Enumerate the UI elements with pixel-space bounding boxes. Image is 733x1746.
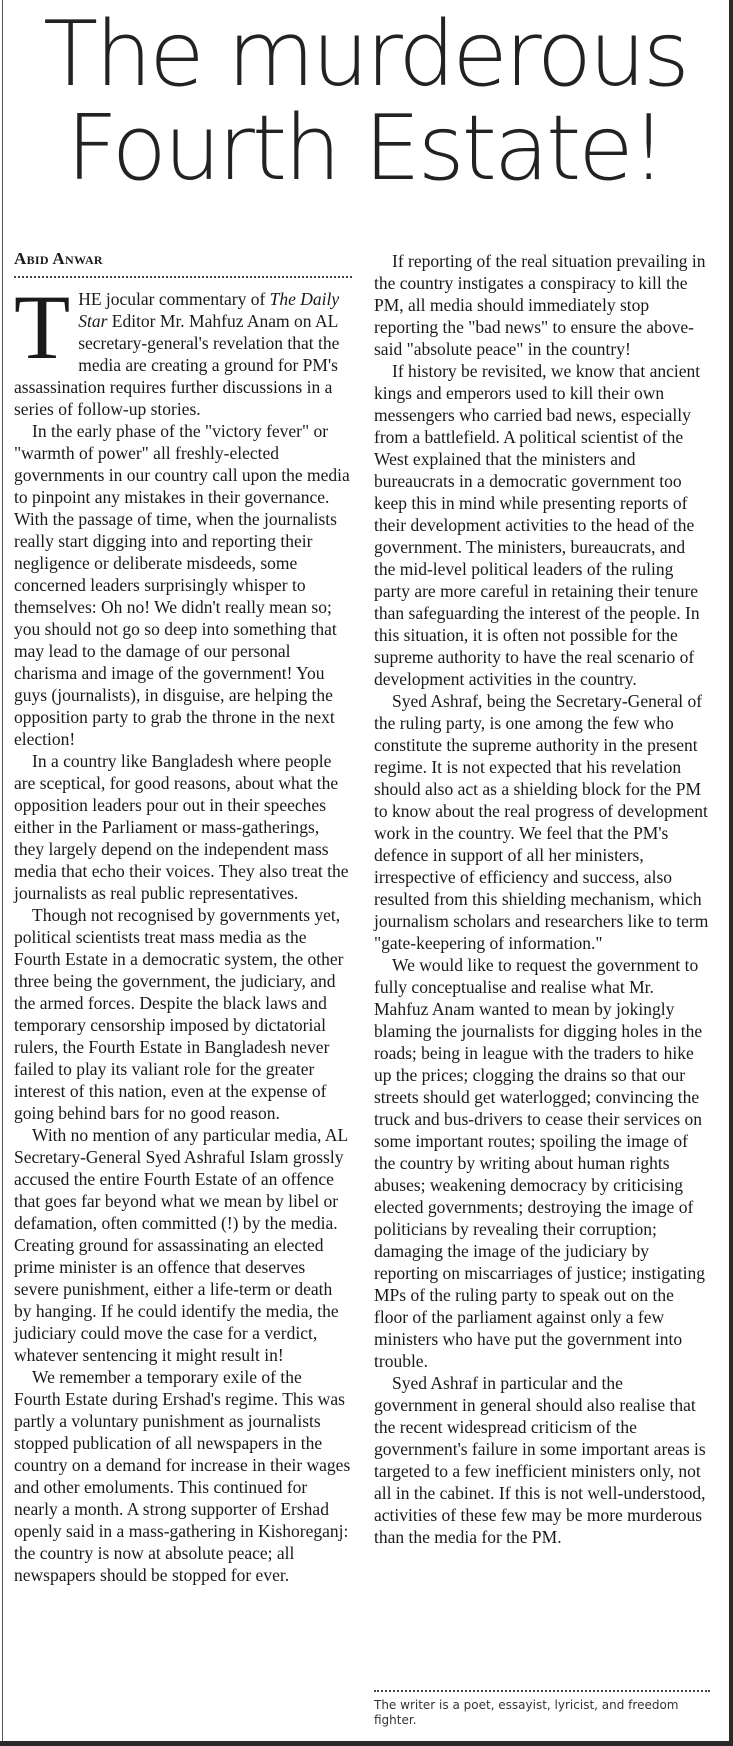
paragraph: Syed Ashraf, being the Secretary-General of the ruling party, is one among the few who constitute the supreme authority in the present regime. It is not expected that his revelation should also act as a shielding block for the PM to know about the real progress of development work in the country. We feel that the PM's defence in support of all her ministers, irrespective of efficiency and success, also resulted from this shielding mechanism, which journalism scholars and researchers like to term "gate-keepering of information." bbox=[374, 691, 709, 953]
publication-title: The Daily Star bbox=[78, 289, 340, 331]
left-border bbox=[2, 0, 3, 1746]
paragraph: We remember a temporary exile of the Fourth Estate during Ershad's regime. This was partly a voluntary punishment as journalists stopped publication of all newspapers in the country on a demand for increase in their wages and other emoluments. This continued for nearly a month. A strong supporter of Ershad openly said in a mass-gathering in Kishoreganj: the country is now at absolute peace; all newspapers should be stopped for ever. bbox=[14, 1367, 351, 1585]
paragraph: In a country like Bangladesh where people are sceptical, for good reasons, about what the opposition leaders pour out in their speeches either in the Parliament or mass-gatherings, they largely depend on the independent mass media that echo their voices. They also treat the journalists as real public representatives. bbox=[14, 751, 349, 903]
paragraph: In the early phase of the "victory fever" or "warmth of power" all freshly-elected governments in our country call upon the media to pinpoint any mistakes in their governance. With the passage of time, when the journalists really start digging into and reporting their negligence or deliberate misdeeds, some concerned leaders surprisingly whisper to themselves: Oh no! We didn't really mean so; you should not go so deep into something that may lead to the damage of our personal charisma and image of the government! You guys (journalists), in disguise, are helping the opposition party to grab the throne in the next election! bbox=[14, 421, 350, 749]
left-column bbox=[14, 248, 352, 1586]
lead-text-end: Editor Mr. Mahfuz Anam on AL secretary-general's revelation that the media are creating a ground for PM's assassination requires further discussions in a series of follow-up stories. bbox=[14, 311, 340, 419]
author-note: The writer is a poet, essayist, lyricist, and freedom fighter. bbox=[374, 1698, 679, 1727]
headline-line-2: Fourth Estate! bbox=[66, 96, 664, 201]
lead-paragraph bbox=[14, 276, 352, 420]
right-column bbox=[374, 250, 710, 1548]
paragraph: If reporting of the real situation prevailing in the country instigates a conspiracy to kill the PM, all media should immediately stop reporting the "bad news" to ensure the above-said "absolute peace" in the country! bbox=[374, 251, 706, 359]
drop-cap: T bbox=[14, 276, 71, 378]
headline bbox=[20, 2, 710, 201]
lead-text-start: HE jocular commentary of bbox=[78, 289, 270, 309]
bottom-border bbox=[0, 1741, 733, 1746]
paragraph: With no mention of any particular media, AL Secretary-General Syed Ashraful Islam grossly accused the entire Fourth Estate of an offence that goes far beyond what we mean by libel or defamation, often committed (!) by the media. Creating ground for assassinating an elected prime minister is an offence that deserves severe punishment, either a life-term or death by hanging. If he could identify the media, the judiciary could move the case for a verdict, whatever sentencing it might result in! bbox=[14, 1125, 348, 1365]
paragraph: If history be revisited, we know that ancient kings and emperors used to kill their own messengers who carried bad news, especially from a battlefield. A political scientist of the West explained that the ministers and bureaucrats in a democratic government too keep this in mind while presenting reports of their development activities to the head of the government. The ministers, bureaucrats, and the mid-level political leaders of the ruling party are more careful in retaining their tenure than safeguarding the interest of the people. In this situation, it is often not possible for the supreme authority to have the real scenario of development activities in the country. bbox=[374, 361, 701, 689]
paragraph: We would like to request the government to fully conceptualise and realise what Mr. Mahfuz Anam wanted to mean by jokingly blaming the journalists for digging holes in the roads; being in league with the traders to hike up the prices; clogging the drains so that our streets should get waterlogged; convincing the truck and bus-drivers to cease their services on some important routes; spoiling the image of the country by writing about human rights abuses; weakening democracy by criticising elected governments; destroying the image of politicians by revealing their corruption; damaging the image of the judiciary by reporting on miscarriages of justice; instigating MPs of the ruling party to speak out on the floor of the parliament against only a few ministers who have put the government into trouble. bbox=[374, 955, 705, 1371]
byline: Abid Anwar bbox=[14, 249, 103, 268]
paragraph: Though not recognised by governments yet, political scientists treat mass media as the Fourth Estate in a democratic system, the other three being the government, the judiciary, and the armed forces. Despite the black laws and temporary censorship imposed by dictatorial rulers, the Fourth Estate in Bangladesh never failed to play its valiant role for the greater interest of this nation, even at the expense of going behind bars for no good reason. bbox=[14, 905, 344, 1123]
right-border bbox=[729, 0, 733, 1746]
footnote-divider bbox=[374, 1690, 710, 1692]
paragraph: Syed Ashraf in particular and the government in general should also realise that the recent widespread criticism of the government's failure in some important areas is targeted to a few inefficient ministers only, not all in the cabinet. If this is not well-understood, activities of these few may be more murderous than the media for the PM. bbox=[374, 1373, 706, 1547]
headline-line-1: The murderous bbox=[43, 2, 687, 107]
